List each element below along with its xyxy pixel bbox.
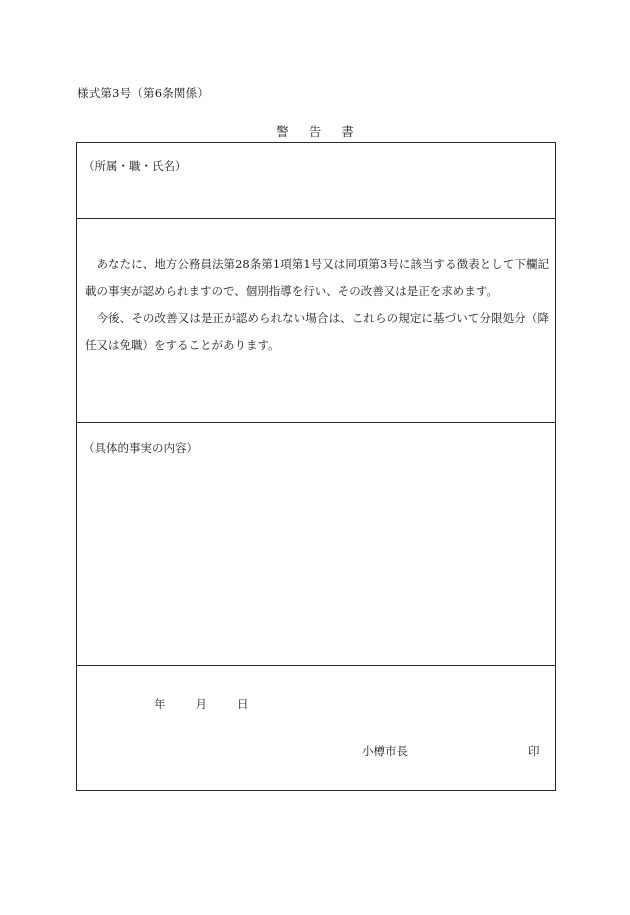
title-char-1: 警 xyxy=(276,124,289,139)
recipient-name-section xyxy=(77,143,555,219)
signature-section xyxy=(77,666,555,791)
recipient-name-label: （所属・職・氏名） xyxy=(83,159,187,173)
signer-title: 小樽市長 xyxy=(362,744,408,758)
title-char-3: 書 xyxy=(341,124,354,139)
seal-mark: 印 xyxy=(528,744,540,758)
warning-paragraph-1: あなたに、地方公務員法第28条第1項第1号又は同項第3号に該当する徴表として下欄記載の事実が認められますので、個別指導を行い、その改善又は是正を求めます。 xyxy=(85,257,549,298)
specific-facts-section xyxy=(77,423,555,666)
specific-facts-label: （具体的事実の内容） xyxy=(83,441,198,455)
document-title xyxy=(0,122,630,140)
warning-paragraph-2: 今後、その改善又は是正が認められない場合は、これらの規定に基づいて分限処分（降任又は免職）をすることがあります。 xyxy=(85,311,549,352)
date-line xyxy=(154,696,249,712)
month-label: 月 xyxy=(195,697,207,711)
warning-form-table xyxy=(76,142,556,791)
warning-body-section xyxy=(77,219,555,423)
title-char-2: 告 xyxy=(308,124,322,139)
day-label: 日 xyxy=(237,697,249,711)
year-label: 年 xyxy=(154,697,166,711)
form-number: 様式第3号（第6条関係） xyxy=(77,86,210,100)
